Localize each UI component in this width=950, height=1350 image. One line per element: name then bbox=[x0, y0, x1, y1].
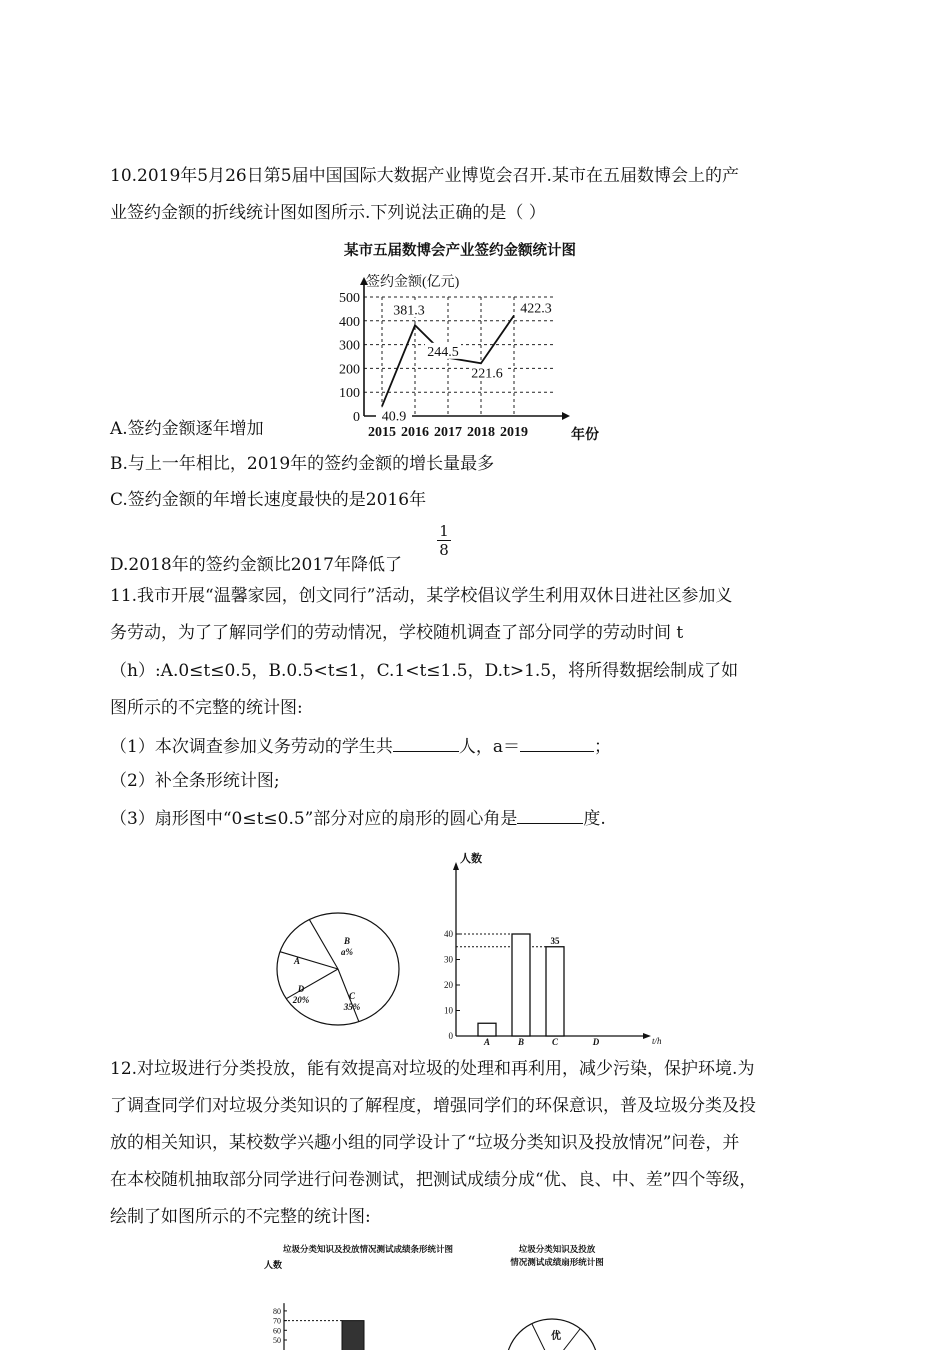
answer-blank-total[interactable] bbox=[393, 733, 459, 752]
x-tick-label: 2019 bbox=[500, 425, 528, 440]
bar-chart-xlabel: t/h bbox=[652, 1036, 662, 1046]
q10-option-d: D.2018年的签约金额比2017年降低了 bbox=[110, 555, 402, 575]
line-chart-ylabel: 签约金额(亿元) bbox=[366, 275, 460, 290]
q11-subq-3-text-b: 度. bbox=[583, 809, 606, 829]
q11-subq-1-text-a: （1）本次调查参加义务劳动的学生共 bbox=[110, 737, 393, 757]
pie-chart-q12-title-1: 垃圾分类知识及投放 bbox=[518, 1244, 596, 1254]
q11-line-1: 11.我市开展“温馨家园，创文同行”活动，某学校倡议学生利用双休日进社区参加义 bbox=[110, 586, 733, 606]
bar-data-label: 35 bbox=[550, 935, 560, 946]
bar-partial bbox=[342, 1321, 364, 1350]
q11-subq-1 bbox=[110, 733, 611, 759]
bar-chart-ylabel: 人数 bbox=[460, 853, 482, 865]
x-category-label: C bbox=[551, 1037, 559, 1047]
q10-option-c: C.签约金额的年增长速度最快的是2016年 bbox=[110, 490, 427, 510]
y-tick-label: 80 bbox=[273, 1306, 281, 1316]
q11-line-4: 图所示的不完整的统计图: bbox=[110, 698, 303, 718]
y-tick-label: 200 bbox=[339, 362, 360, 378]
pie-slice-percent: 20% bbox=[292, 995, 310, 1005]
q12-line-1: 12.对垃圾进行分类投放，能有效提高对垃圾的处理和再利用，减少污染，保护环境.为 bbox=[110, 1059, 755, 1079]
pie-chart-q12-title-2: 情况测试成绩扇形统计图 bbox=[510, 1257, 604, 1267]
q11-line-2: 务劳动，为了了解同学们的劳动情况，学校随机调查了部分同学的劳动时间 t bbox=[110, 623, 684, 643]
y-tick-label: 500 bbox=[339, 291, 360, 306]
bar-chart-q12 bbox=[258, 1240, 498, 1350]
q10-line-2: 业签约金额的折线统计图如图所示.下列说法正确的是（ ） bbox=[110, 203, 546, 223]
line-chart bbox=[320, 238, 610, 443]
y-tick-label: 40 bbox=[444, 929, 453, 939]
bar bbox=[546, 947, 564, 1036]
line-chart-x-ticks bbox=[368, 425, 528, 440]
bar-chart-q12-title: 垃圾分类知识及投放情况测试成绩条形统计图 bbox=[282, 1244, 454, 1254]
q10-line-1: 10.2019年5月26日第5届中国国际大数据产业博览会召开.某市在五届数博会上的产 bbox=[110, 166, 739, 186]
data-label: 221.6 bbox=[471, 366, 503, 382]
q10-option-a: A.签约金额逐年增加 bbox=[110, 419, 264, 439]
x-axis-arrow bbox=[643, 1033, 651, 1039]
data-label: 244.5 bbox=[427, 344, 459, 360]
line-chart-title: 某市五届数博会产业签约金额统计图 bbox=[344, 243, 576, 259]
line-chart-y-ticks bbox=[339, 291, 360, 425]
x-tick-label: 2015 bbox=[368, 425, 396, 440]
q11-subq-3-text-a: （3）扇形图中“0≤t≤0.5”部分对应的扇形的圆心角是 bbox=[110, 809, 518, 829]
fraction-denominator: 8 bbox=[439, 541, 449, 559]
q12-line-5: 绘制了如图所示的不完整的统计图: bbox=[110, 1207, 371, 1227]
q11-subq-1-text-c: ； bbox=[593, 737, 611, 757]
y-tick-label: 400 bbox=[339, 314, 360, 330]
q11-subq-1-text-b: 人，a＝ bbox=[458, 737, 520, 757]
pie-chart-q12 bbox=[492, 1240, 622, 1350]
q12-line-4: 在本校随机抽取部分同学进行问卷测试，把测试成绩分成“优、良、中、差”四个等级， bbox=[110, 1170, 757, 1190]
pie-slice-percent: a% bbox=[341, 947, 353, 957]
data-label: 40.9 bbox=[381, 409, 407, 425]
y-tick-label: 0 bbox=[448, 1031, 453, 1041]
bar-chart-q11 bbox=[430, 850, 670, 1050]
q12-line-2: 了调查同学们对垃圾分类知识的了解程度，增强同学们的环保意识，普及垃圾分类及投 bbox=[110, 1096, 756, 1116]
q10-option-b: B.与上一年相比，2019年的签约金额的增长量最多 bbox=[110, 454, 495, 474]
q11-line-3: （h）:A.0≤t≤0.5，B.0.5<t≤1，C.1<t≤1.5，D.t>1.5，将所得数据绘制成了如 bbox=[110, 661, 739, 681]
y-tick-label: 50 bbox=[273, 1336, 281, 1345]
x-tick-label: 2018 bbox=[467, 425, 495, 440]
y-tick-label: 20 bbox=[444, 980, 453, 990]
line-chart-xlabel: 年份 bbox=[571, 428, 599, 443]
y-tick-label: 30 bbox=[444, 954, 453, 965]
y-tick-label: 70 bbox=[273, 1316, 281, 1326]
data-label: 381.3 bbox=[393, 303, 425, 319]
bar-chart-q12-ylabel: 人数 bbox=[264, 1260, 283, 1270]
x-category-label: B bbox=[517, 1037, 525, 1047]
y-tick-label: 100 bbox=[339, 386, 360, 402]
pie-slice-label: B bbox=[343, 936, 351, 946]
x-tick-label: 2017 bbox=[434, 425, 462, 440]
bar bbox=[478, 1023, 496, 1036]
y-tick-label: 60 bbox=[273, 1326, 281, 1336]
pie-slice-label: 优 bbox=[551, 1331, 561, 1342]
pie-slice-label: D bbox=[297, 984, 305, 994]
q12-line-3: 放的相关知识，某校数学兴趣小组的同学设计了“垃圾分类知识及投放情况”问卷，并 bbox=[110, 1133, 740, 1153]
y-tick-label: 0 bbox=[353, 410, 360, 425]
answer-blank-angle[interactable] bbox=[517, 805, 583, 824]
line-chart-axes bbox=[360, 277, 570, 420]
answer-blank-a[interactable] bbox=[520, 733, 594, 752]
q11-subq-2: （2）补全条形统计图; bbox=[110, 771, 280, 791]
fraction-numerator: 1 bbox=[437, 522, 451, 541]
x-category-label: A bbox=[483, 1037, 491, 1047]
pie-slice-percent: 35% bbox=[343, 1002, 361, 1012]
pie-slice-label: A bbox=[293, 956, 301, 966]
bar bbox=[512, 934, 530, 1036]
pie-slice-label: C bbox=[348, 991, 356, 1001]
x-tick-label: 2016 bbox=[401, 425, 429, 440]
data-label: 422.3 bbox=[520, 301, 552, 317]
fraction-one-eighth bbox=[437, 522, 451, 559]
x-axis-arrow bbox=[562, 412, 570, 420]
pie-chart-q11 bbox=[275, 912, 415, 1032]
x-category-label: D bbox=[592, 1037, 600, 1047]
y-tick-label: 10 bbox=[444, 1005, 453, 1016]
q11-subq-3 bbox=[110, 805, 606, 831]
y-axis-arrow bbox=[453, 862, 459, 870]
y-tick-label: 300 bbox=[339, 338, 360, 354]
